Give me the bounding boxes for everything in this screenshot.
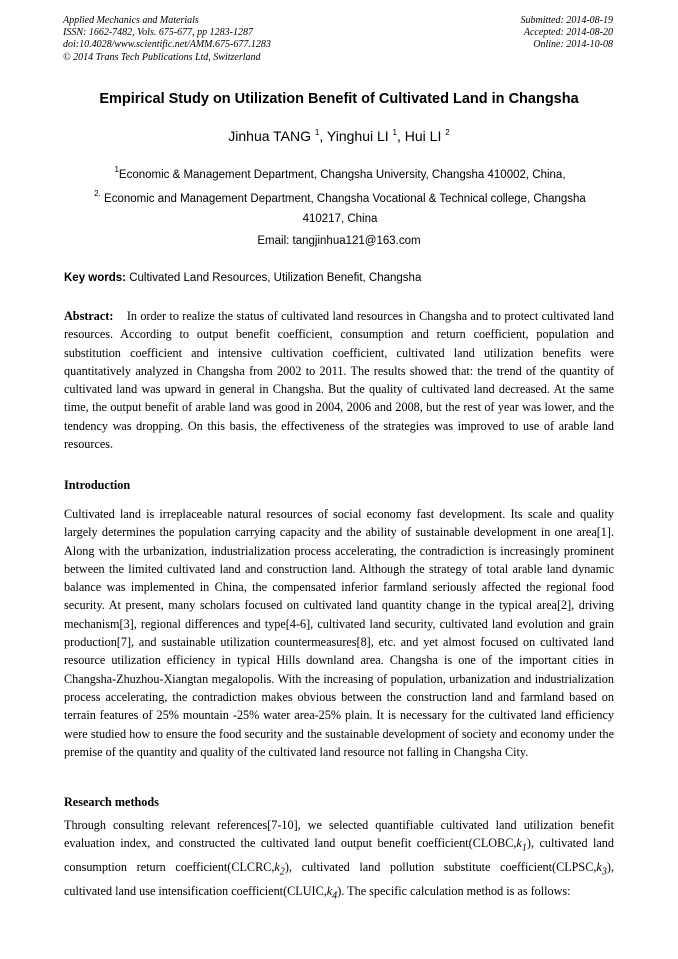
author-3-affiliation: 2 <box>445 128 450 137</box>
abstract <box>64 307 614 453</box>
paper-title: Empirical Study on Utilization Benefit of Cultivated Land in Changsha <box>99 91 579 107</box>
methods-text-part: ), cultivated land pollution substitute coefficient(CLPSC, <box>284 860 597 875</box>
coefficient-k3: k <box>596 860 602 875</box>
doi-line: doi:10.4028/www.scientific.net/AMM.675-677.1283 <box>63 39 271 51</box>
submission-dates <box>521 15 614 52</box>
introduction-heading: Introduction <box>64 478 131 492</box>
issn-line: ISSN: 1662-7482, Vols. 675-677, pp 1283-1287 <box>63 27 253 39</box>
author-3: , Hui LI <box>397 128 446 144</box>
submitted-date: Submitted: 2014-08-19 <box>520 15 613 26</box>
affiliation-1-text: Economic & Management Department, Changsha University, Changsha 410002, China, <box>118 169 566 181</box>
abstract-label: Abstract: <box>64 309 114 323</box>
methods-heading: Research methods <box>64 795 159 809</box>
affiliation-1 <box>75 165 605 185</box>
author-1: Jinhua TANG <box>228 128 315 144</box>
accepted-date: Accepted: 2014-08-20 <box>523 27 613 39</box>
coefficient-k1-index: 1 <box>521 842 527 854</box>
methods-text <box>64 816 614 906</box>
methods-text-part: ). The specific calculation method is as follows: <box>337 883 571 898</box>
author-2-affiliation: 1 <box>392 128 397 137</box>
keywords <box>64 272 614 284</box>
coefficient-k2: k <box>274 860 280 875</box>
affiliation-1-marker: 1 <box>114 165 119 174</box>
coefficient-k4-index: 4 <box>332 890 338 902</box>
affiliation-2-text: Economic and Management Department, Changsha Vocational & Technical college, Changsha 410217, China <box>100 193 586 225</box>
journal-info <box>63 15 271 64</box>
coefficient-k4: k <box>326 883 333 898</box>
abstract-text: In order to realize the status of cultivated land resources in Changsha and to protect cultivated land resources. According to output benefit coefficient, consumption and return coefficient, population and substitution coefficient and intensive cultivation coefficient, cultivated land utilization benefits were quantitatively analyzed in Changsha from 2002 to 2011. The results showed that: the trend of the quantity of cultivated land was upward in general in Changsha. But the quality of cultivated land decreased. At the same time, the output benefit of arable land was good in 2004, 2006 and 2008, but the rest of year was lower, and the tendency was dropping. On this basis, the effectiveness of the strategies was improved to use of arable land resources. <box>64 309 615 452</box>
coefficient-k3-index: 3 <box>601 866 607 878</box>
introduction-text: Cultivated land is irreplaceable natural resources of social economy fast development. Its scale and quality largely determines the population carrying capacity and the ability of sustainable development in one area[1]. Along with the urbanization, industrialization process accelerating, the contradiction is increasingly prominent between the limited cultivated land and construction land. Although the strategy of total arable land dynamic balance was implemented in China, the compensated inferior farmland seriously affected the regional food security. At present, many scholars focused on cultivated land quantity change in the typical area[2], driving mechanism[3], regional differences and type[4-6], cultivated land security, cultivated land evolution and grain production[7], and sustainable utilization countermeasures[8], etc. and yet almost focused on cultivated land resource utilization efficiency in typical Hills downland area. Changsha is one of the important cities in Changsha-Zhuzhou-Xiangtan megalopolis. With the increasing of population, urbanization and industrialization process accelerating, the contradiction makes obvious between the construction land and farmland based on terrain features of 25% mountain -25% water area-25% plain. It is necessary for the cultivated land efficiency were studied how to ensure the food security and the sustainable development of society and economy under the premise of the quantity and quality of the cultivated land resource not falling in Changsha City. <box>64 507 614 759</box>
methods-text-part: ), cultivated land consumption return coefficient(CLCRC, <box>64 836 614 875</box>
affiliation-2 <box>75 189 605 229</box>
coefficient-k2-index: 2 <box>279 866 285 878</box>
copyright-line: © 2014 Trans Tech Publications Ltd, Switzerland <box>63 51 261 63</box>
online-date: Online: 2014-10-08 <box>533 39 613 51</box>
journal-name: Applied Mechanics and Materials <box>63 15 199 26</box>
author-2: , Yinghui LI <box>319 128 393 144</box>
author-email: Email: tangjinhua121@163.com <box>257 235 421 247</box>
methods-text-part: ), cultivated land use intensification coefficient(CLUIC, <box>64 860 614 898</box>
methods-text-part: Through consulting relevant references[7-10], we selected quantifiable cultivated land utilization benefit evaluation index, and constructed the cultivated land output benefit coefficient(CLOBC, <box>64 818 614 851</box>
coefficient-k1: k <box>516 836 522 851</box>
keywords-label: Key words: <box>64 272 126 284</box>
affiliation-2-marker: 2. <box>94 189 101 198</box>
author-list <box>0 128 678 144</box>
keywords-text: Cultivated Land Resources, Utilization Benefit, Changsha <box>126 272 422 284</box>
author-1-affiliation: 1 <box>314 128 320 137</box>
